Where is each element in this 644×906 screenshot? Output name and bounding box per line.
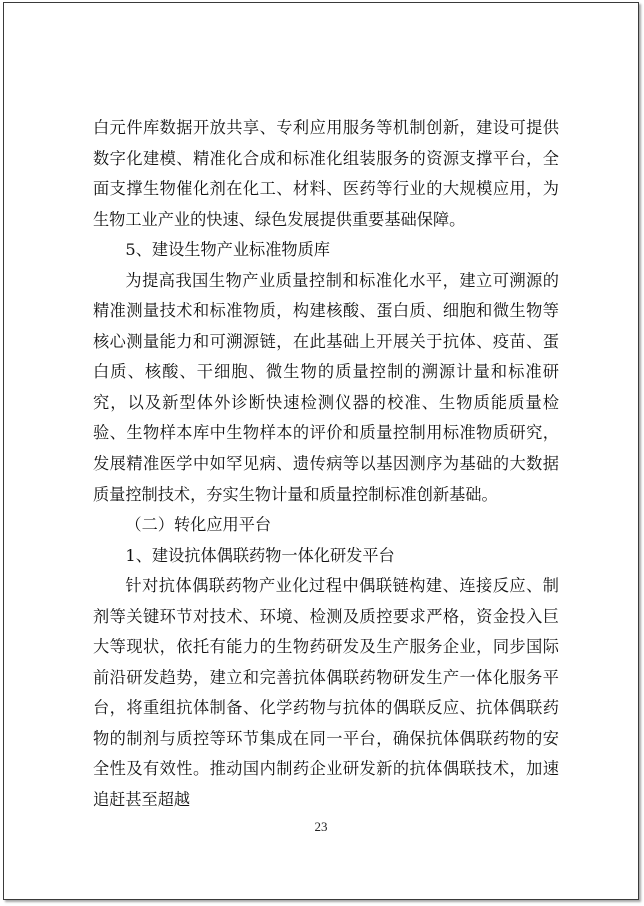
section-heading-application-platform: （二）转化应用平台 <box>125 515 272 535</box>
subheading-adc-platform: 1、建设抗体偶联药物一体化研发平台 <box>125 545 395 565</box>
paragraph-continued: 白元件库数据开放共享、专利应用服务等机制创新，建设可提供数字化建模、精准化合成和标准化组装服务的资源支撑平台，全面支撑生物催化剂在化工、材料、医药等行业的大规模应用，为生物工业产业的快速、绿色发展提供重要基础保障。 <box>93 118 559 229</box>
paragraph-standard-materials: 为提高我国生物产业质量控制和标准化水平，建立可溯源的精准测量技术和标准物质，构建核酸、蛋白质、细胞和微生物等核心测量能力和可溯源链，在此基础上开展关于抗体、疫苗、蛋白质、核酸、干细胞、微生物的质量控制的溯源计量和标准研究，以及新型体外诊断快速检测仪器的校准、生物质能质量检验、生物样本库中生物样本的评价和质量控制用标准物质研究，发展精准医学中如罕见病、遗传病等以基因测序为基础的大数据质量控制技术，夯实生物计量和质量控制标准创新基础。 <box>93 270 559 504</box>
paragraph-adc-platform: 针对抗体偶联药物产业化过程中偶联链构建、连接反应、制剂等关键环节对技术、环境、检测及质控要求严格，资金投入巨大等现状，依托有能力的生物药研发及生产服务企业，同步国际前沿研发趋势，建立和完善抗体偶联药物研发生产一体化服务平台，将重组抗体制备、化学药物与抗体的偶联反应、抗体偶联药物的制剂与质控等环节集成在同一平台，确保抗体偶联药物的安全性及有效性。推动国内制药企业研发新的抗体偶联技术，加速追赶甚至超越 <box>93 576 559 810</box>
page-number: 23 <box>314 819 328 834</box>
subheading-standard-materials: 5、建设生物产业标准物质库 <box>125 240 330 260</box>
page-body <box>93 113 559 816</box>
document-page <box>3 2 639 900</box>
